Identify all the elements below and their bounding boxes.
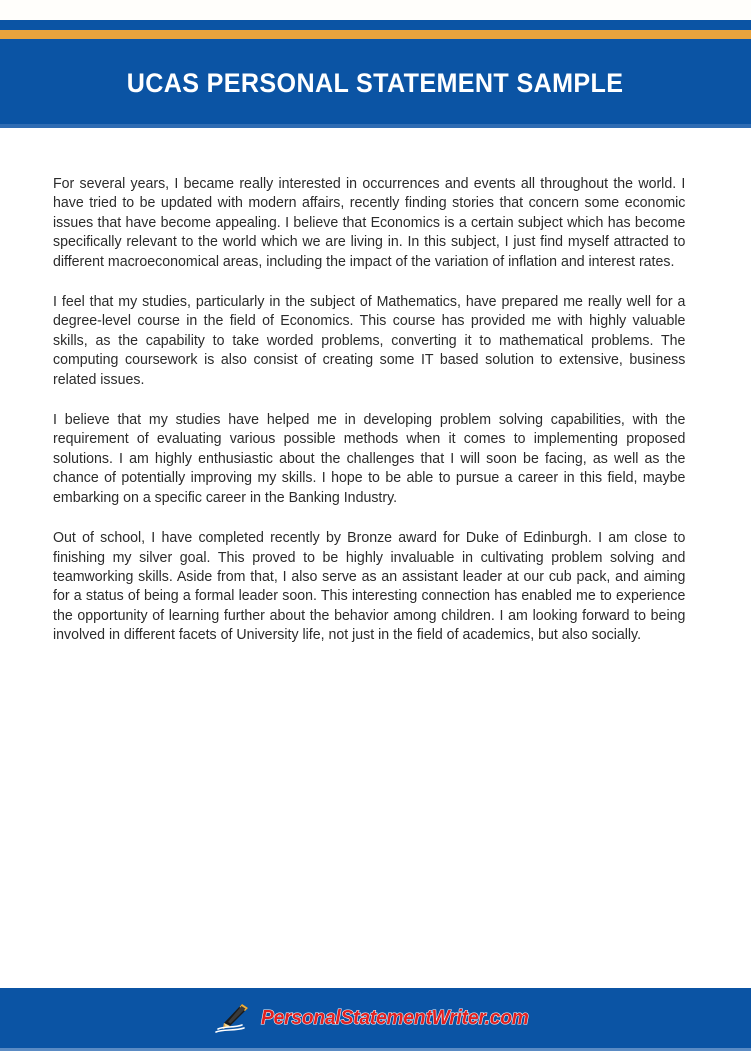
document-body: [0, 128, 751, 646]
page-header: [0, 20, 751, 124]
header-accent-stripe: [0, 30, 751, 39]
site-logo[interactable]: [212, 1002, 540, 1034]
paragraph: Out of school, I have completed recently by Bronze award for Duke of Edinburgh. I am close to finishing my silver goal. This proved to be highly invaluable in cultivating problem solving and teamworking skills. Aside from that, I also serve as an assistant leader at our cub pack, and aiming for a status of being a formal leader soon. This interesting connection has enabled me to experience the opportunity of learning further about the behavior among children. I am looking forward to being involved in different facets of University life, not just in the field of academics, but also socially.: [53, 530, 686, 644]
site-logo-text: PersonalStatementWriter.com: [260, 1006, 529, 1029]
paragraph: I feel that my studies, particularly in the subject of Mathematics, have prepared me really well for a degree-level course in the field of Economics. This course has provided me with highly valuable skills, as the capability to take worded problems, converting it to mathematical problems. The computing coursework is also consist of creating some IT based solution to extensive, business related issues.: [53, 294, 686, 388]
footer-band: [0, 988, 751, 1048]
page-top-margin: [0, 0, 751, 20]
paragraph: I believe that my studies have helped me in developing problem solving capabilities, with the requirement of evaluating various possible methods when it comes to implementing proposed solutions. I am highly enthusiastic about the challenges that I will soon be facing, as well as the chance of potentially improving my skills. I hope to be able to pursue a career in this field, maybe embarking on a specific career in the Banking Industry.: [53, 412, 686, 506]
pen-icon: [212, 1002, 256, 1034]
header-title-band: [0, 42, 751, 124]
page-footer: [0, 988, 751, 1063]
page-title: UCAS PERSONAL STATEMENT SAMPLE: [127, 67, 624, 98]
header-stripe-upper: [0, 20, 751, 30]
footer-bottom-margin: [0, 1051, 751, 1063]
paragraph: For several years, I became really interested in occurrences and events all throughout the world. I have tried to be updated with modern affairs, recently finding stories that concern some economic issues that have become appealing. I believe that Economics is a certain subject which has become specifically relevant to the world which we are living in. In this subject, I just find myself attracted to different macroeconomical areas, including the impact of the variation of inflation and interest rates.: [53, 176, 686, 270]
